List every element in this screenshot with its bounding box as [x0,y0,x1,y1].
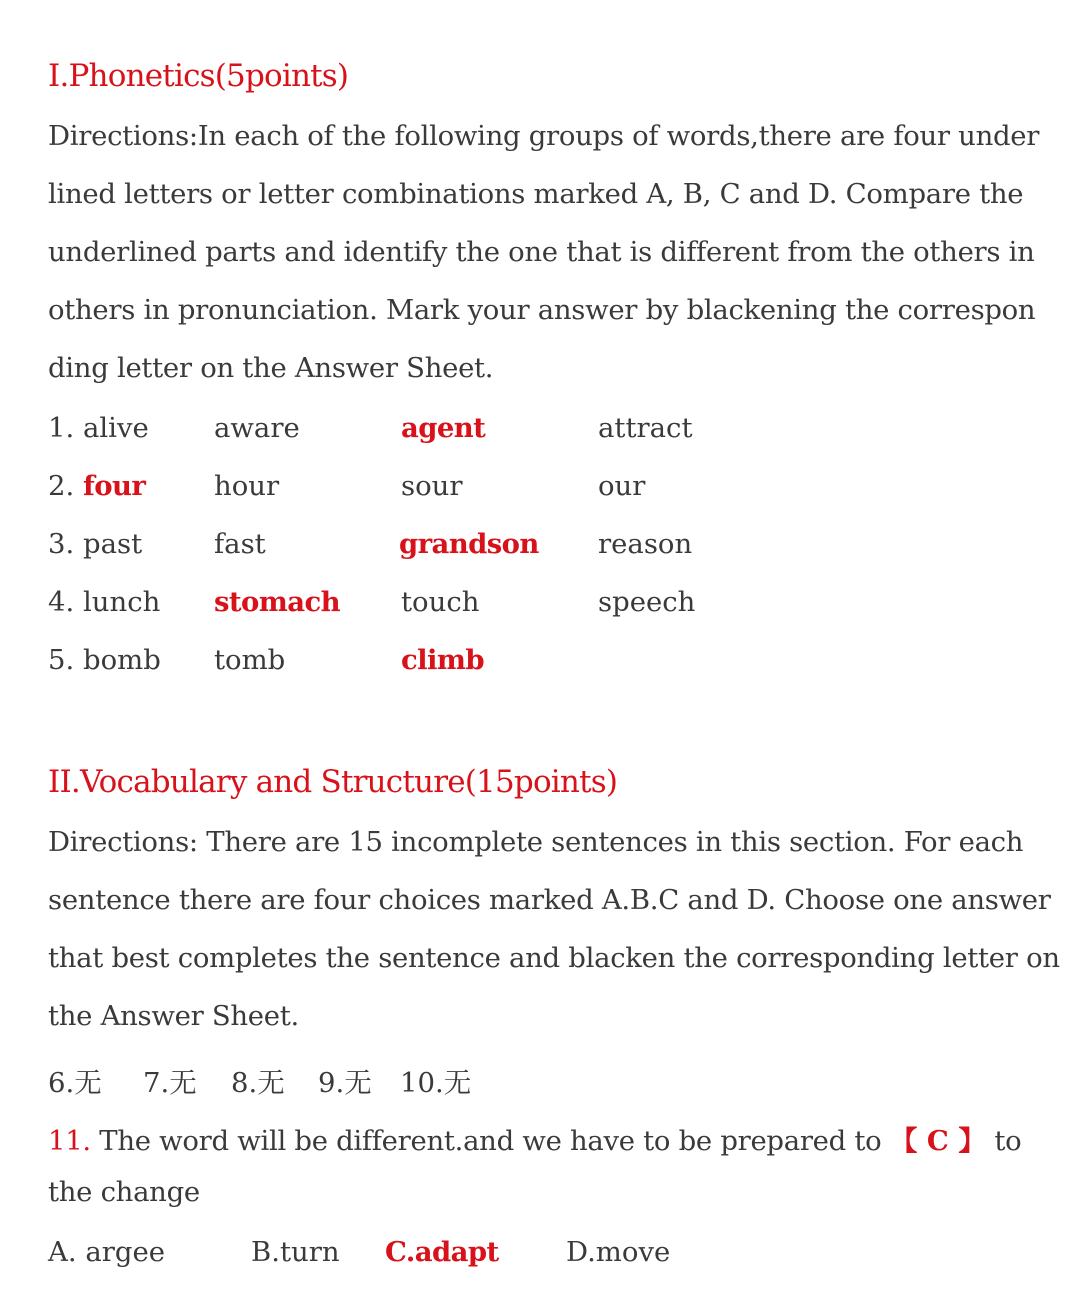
word-option: speech [598,586,696,618]
word-option: 1. alive [48,412,149,444]
word-option: our [598,470,646,502]
word-option: tomb [214,644,286,676]
answer-option: D.move [566,1236,671,1268]
section1-directions-line: underlined parts and identify the one that is different from the others in [48,236,1035,268]
missing-question: 10.无 [400,1067,472,1099]
word-option: hour [214,470,280,502]
word-option: 5. bomb [48,644,161,676]
correct-word-option: stomach [214,586,340,618]
section2-directions-line: that best completes the sentence and blacken the corresponding letter on [48,942,1060,974]
question-number: 2. [48,470,83,502]
question-number: 11. [48,1125,91,1157]
correct-word-option: grandson [399,528,539,560]
section2-heading: II.Vocabulary and Structure(15points) [48,764,618,800]
section2-directions-line: Directions: There are 15 incomplete sentences in this section. For each [48,826,1024,858]
correct-answer-option: C.adapt [385,1236,499,1268]
word-option: sour [401,470,463,502]
word-option: 4. lunch [48,586,161,618]
question-text: The word will be different.and we have to be prepared to [90,1125,890,1157]
answer-option: A. argee [48,1236,166,1268]
section2-directions-line: the Answer Sheet. [48,1000,299,1032]
answer-bracket: 【 C 】 [889,1125,986,1157]
correct-word-option: climb [401,644,484,676]
missing-question: 7.无 [143,1067,197,1099]
word-option: attract [598,412,693,444]
word-option: 3. past [48,528,143,560]
word-option: touch [401,586,480,618]
section1-directions-line: others in pronunciation. Mark your answer by blackening the correspon [48,294,1036,326]
correct-word-option: agent [401,412,486,444]
word-option: fast [214,528,266,560]
section1-heading: I.Phonetics(5points) [48,58,349,94]
word-option: reason [598,528,693,560]
question-text-tail: to [985,1125,1022,1157]
answer-option: B.turn [251,1236,340,1268]
missing-question: 8.无 [231,1067,285,1099]
question-11-stem-line2: the change [48,1176,200,1208]
section1-directions-line: ding letter on the Answer Sheet. [48,352,494,384]
word-option: aware [214,412,300,444]
missing-question: 6.无 [48,1067,102,1099]
section1-directions-line: lined letters or letter combinations marked A, B, C and D. Compare the [48,178,1024,210]
question-11-stem [48,1118,1021,1158]
correct-word-option: four [82,470,146,502]
section2-directions-line: sentence there are four choices marked A.B.C and D. Choose one answer [48,884,1051,916]
missing-question: 9.无 [318,1067,372,1099]
section1-directions-line: Directions:In each of the following groups of words,there are four under [48,120,1040,152]
